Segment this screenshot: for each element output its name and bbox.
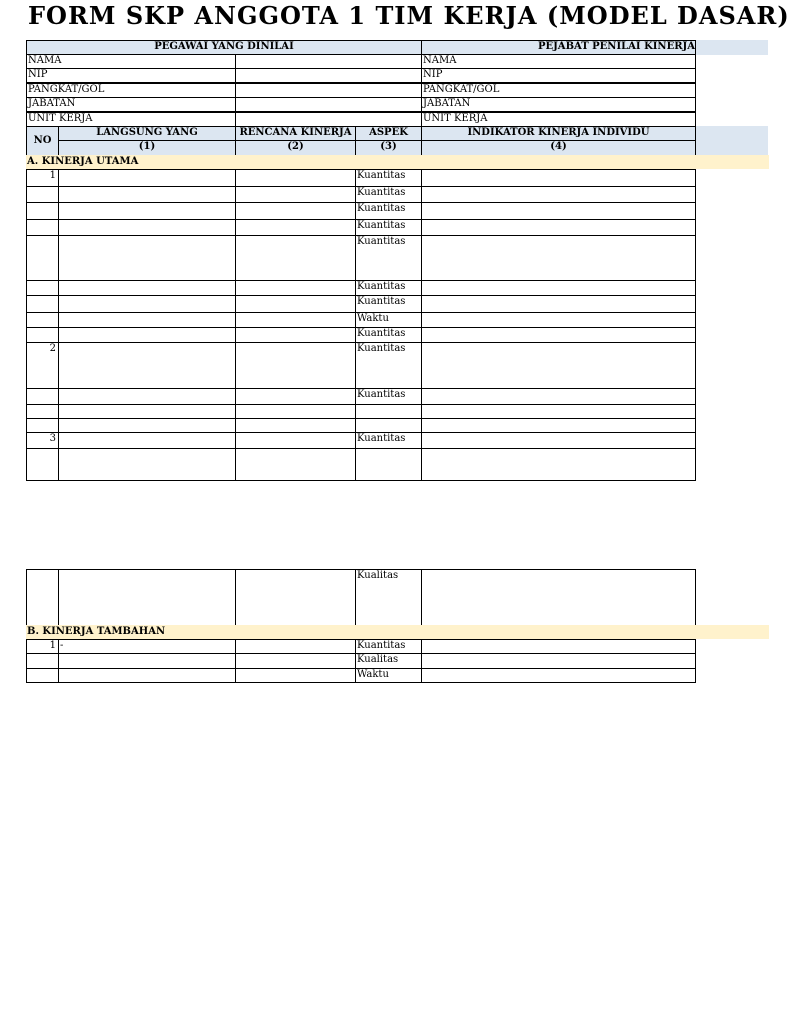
row-langsung[interactable] (58, 280, 236, 296)
section-kinerja-utama: A. KINERJA UTAMA (26, 155, 769, 169)
row-langsung[interactable] (58, 312, 236, 328)
row-rencana[interactable] (235, 448, 356, 481)
row-aspek (355, 448, 422, 481)
col-num-2: (2) (235, 140, 356, 156)
row-rencana[interactable] (235, 653, 356, 669)
row-aspek: Kualitas (355, 569, 422, 626)
row-no (26, 219, 59, 236)
row-aspek: Kuantitas (355, 639, 422, 654)
row-no: 2 (26, 342, 59, 389)
col-langsung-header: LANGSUNG YANG (58, 126, 236, 141)
row-rencana[interactable] (235, 668, 356, 683)
col-aspek-header: ASPEK (355, 126, 422, 141)
row-no (26, 418, 59, 433)
row-indikator[interactable] (421, 327, 696, 343)
row-indikator[interactable] (421, 653, 696, 669)
row-no (26, 235, 59, 281)
row-aspek: Kuantitas (355, 342, 422, 389)
row-aspek: Kuantitas (355, 388, 422, 405)
identity-value-left[interactable] (235, 112, 422, 127)
row-aspek: Kuantitas (355, 169, 422, 187)
row-indikator[interactable] (421, 448, 696, 481)
row-no (26, 280, 59, 296)
identity-label-right: PANGKAT/GOL (421, 83, 696, 98)
row-no (26, 388, 59, 405)
page-title: FORM SKP ANGGOTA 1 TIM KERJA (MODEL DASAR) (28, 1, 790, 30)
row-no (26, 653, 59, 669)
row-langsung[interactable] (58, 169, 236, 187)
row-no (26, 569, 59, 626)
row-aspek: Kuantitas (355, 280, 422, 296)
row-indikator[interactable] (421, 235, 696, 281)
row-langsung[interactable] (58, 668, 236, 683)
row-aspek: Kuantitas (355, 235, 422, 281)
col-no-header: NO (26, 126, 59, 156)
col-num-3: (3) (355, 140, 422, 156)
row-aspek: Kuantitas (355, 186, 422, 203)
row-aspek: Kuantitas (355, 202, 422, 220)
row-langsung[interactable]: - (58, 639, 236, 654)
row-langsung[interactable] (58, 327, 236, 343)
identity-label-left: NAMA (26, 54, 236, 69)
row-no (26, 295, 59, 313)
row-indikator[interactable] (421, 295, 696, 313)
row-langsung[interactable] (58, 186, 236, 203)
row-indikator[interactable] (421, 418, 696, 433)
row-no (26, 186, 59, 203)
identity-label-left: UNIT KERJA (26, 112, 236, 127)
row-rencana[interactable] (235, 327, 356, 343)
identity-label-left: JABATAN (26, 97, 236, 112)
row-no (26, 448, 59, 481)
row-rencana[interactable] (235, 569, 356, 626)
row-aspek: Waktu (355, 668, 422, 683)
row-rencana[interactable] (235, 432, 356, 449)
row-rencana[interactable] (235, 639, 356, 654)
row-indikator[interactable] (421, 219, 696, 236)
identity-label-right: UNIT KERJA (421, 112, 696, 127)
row-rencana[interactable] (235, 235, 356, 281)
row-rencana[interactable] (235, 169, 356, 187)
row-langsung[interactable] (58, 448, 236, 481)
row-langsung[interactable] (58, 432, 236, 449)
row-langsung[interactable] (58, 235, 236, 281)
identity-label-right: NIP (421, 68, 696, 83)
row-langsung[interactable] (58, 202, 236, 220)
identity-value-left[interactable] (235, 83, 422, 98)
row-langsung[interactable] (58, 418, 236, 433)
row-langsung[interactable] (58, 219, 236, 236)
row-indikator[interactable] (421, 569, 696, 626)
row-rencana[interactable] (235, 280, 356, 296)
col-num-4: (4) (421, 140, 696, 156)
row-rencana[interactable] (235, 312, 356, 328)
identity-value-left[interactable] (235, 97, 422, 112)
row-indikator[interactable] (421, 432, 696, 449)
identity-label-left: PANGKAT/GOL (26, 83, 236, 98)
row-rencana[interactable] (235, 342, 356, 389)
row-rencana[interactable] (235, 219, 356, 236)
row-indikator[interactable] (421, 202, 696, 220)
row-no (26, 202, 59, 220)
row-langsung[interactable] (58, 388, 236, 405)
row-no (26, 668, 59, 683)
row-no: 1 (26, 169, 59, 187)
row-rencana[interactable] (235, 388, 356, 405)
row-langsung[interactable] (58, 569, 236, 626)
row-no (26, 327, 59, 343)
row-no: 1 (26, 639, 59, 654)
row-langsung[interactable] (58, 653, 236, 669)
row-rencana[interactable] (235, 295, 356, 313)
row-aspek: Kuantitas (355, 219, 422, 236)
row-aspek: Waktu (355, 312, 422, 328)
identity-label-right: NAMA (421, 54, 696, 69)
row-langsung[interactable] (58, 295, 236, 313)
section-kinerja-tambahan: B. KINERJA TAMBAHAN (26, 625, 769, 639)
row-no (26, 312, 59, 328)
identity-label-left: NIP (26, 68, 236, 83)
row-indikator[interactable] (421, 342, 696, 389)
pejabat-header: PEJABAT PENILAI KINERJA (421, 40, 696, 55)
identity-value-left[interactable] (235, 68, 422, 83)
row-aspek: Kuantitas (355, 295, 422, 313)
row-rencana[interactable] (235, 186, 356, 203)
row-aspek: Kuantitas (355, 327, 422, 343)
col-indikator-header: INDIKATOR KINERJA INDIVIDU (421, 126, 696, 141)
row-indikator[interactable] (421, 186, 696, 203)
row-indikator[interactable] (421, 280, 696, 296)
row-aspek: Kuantitas (355, 432, 422, 449)
row-aspek (355, 404, 422, 419)
row-rencana[interactable] (235, 418, 356, 433)
row-langsung[interactable] (58, 342, 236, 389)
row-indikator[interactable] (421, 388, 696, 405)
row-indikator[interactable] (421, 639, 696, 654)
row-indikator[interactable] (421, 668, 696, 683)
col-num-1: (1) (58, 140, 236, 156)
col-rencana-header: RENCANA KINERJA (235, 126, 356, 141)
row-no: 3 (26, 432, 59, 449)
row-rencana[interactable] (235, 202, 356, 220)
row-aspek (355, 418, 422, 433)
row-rencana[interactable] (235, 404, 356, 419)
row-langsung[interactable] (58, 404, 236, 419)
row-aspek: Kualitas (355, 653, 422, 669)
identity-value-left[interactable] (235, 54, 422, 69)
row-indikator[interactable] (421, 404, 696, 419)
row-indikator[interactable] (421, 312, 696, 328)
pegawai-header: PEGAWAI YANG DINILAI (26, 40, 422, 55)
row-no (26, 404, 59, 419)
identity-label-right: JABATAN (421, 97, 696, 112)
row-indikator[interactable] (421, 169, 696, 187)
